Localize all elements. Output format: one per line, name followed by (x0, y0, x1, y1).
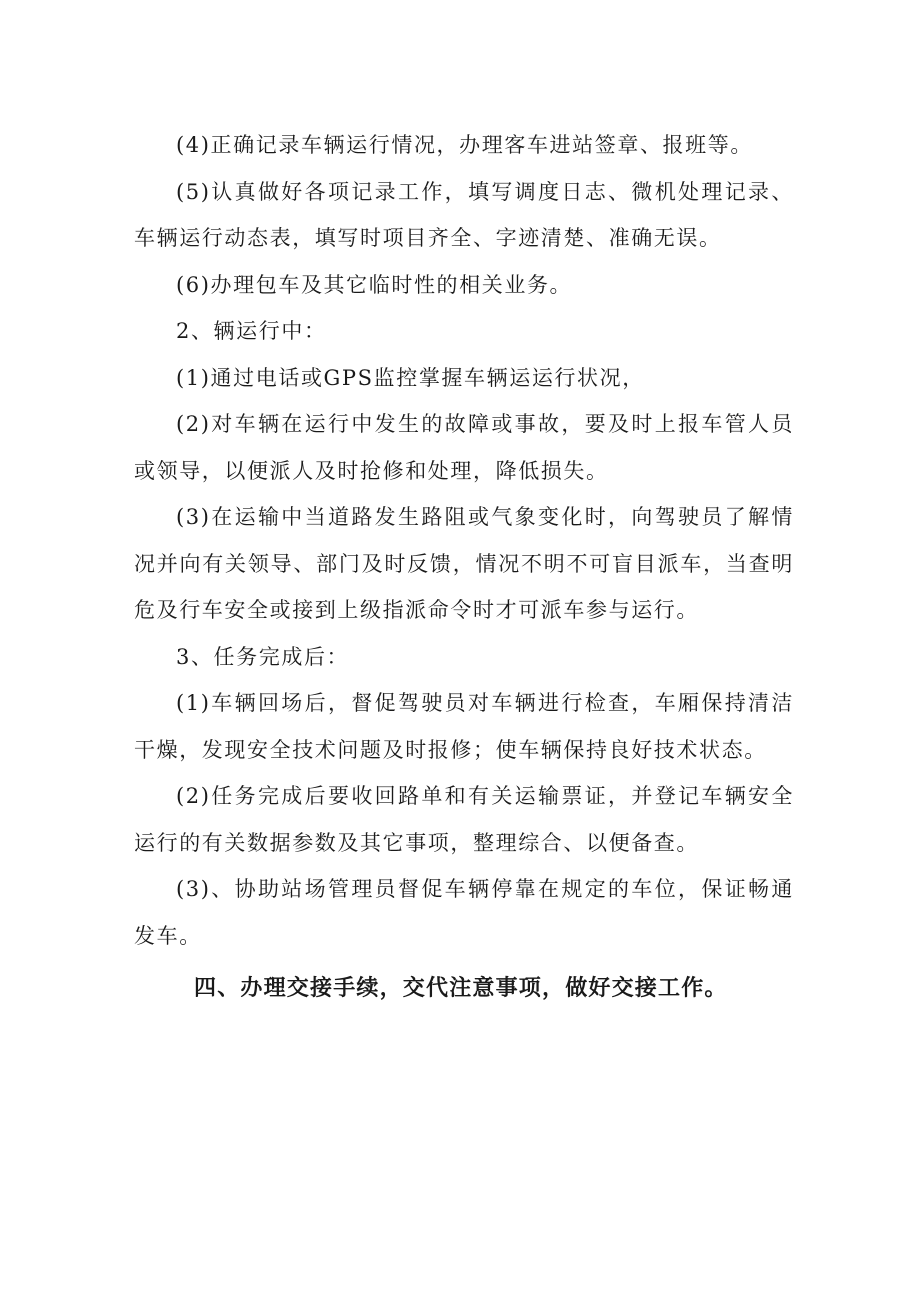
paragraph-item-2-2: (2)对车辆在运行中发生的故障或事故，要及时上报车管人员或领导，以便派人及时抢修和处理，降低损失。 (134, 412, 794, 483)
major-heading-4: 四、办理交接手续，交代注意事项，做好交接工作。 (194, 976, 728, 1001)
paragraph-item-4: (4)正确记录车辆运行情况，办理客车进站签章、报班等。 (176, 133, 753, 157)
paragraph-item-5: (5)认真做好各项记录工作，填写调度日志、微机处理记录、车辆运行动态表，填写时项目齐全、字迹清楚、准确无误。 (134, 179, 794, 250)
paragraph-item-2-1: (1)通过电话或GPS监控掌握车辆运运行状况， (176, 365, 645, 390)
paragraph-item-6: (6)办理包车及其它临时性的相关业务。 (176, 272, 573, 297)
paragraph-item-2-3: (3)在运输中当道路发生路阻或气象变化时，向驾驶员了解情况并向有关领导、部门及时反馈，情况不明不可盲目派车，当查明危及行车安全或接到上级指派命令时才可派车参与运行。 (134, 505, 794, 622)
paragraph-item-3-3: (3)、协助站场管理员督促车辆停靠在规定的车位，保证畅通发车。 (134, 877, 794, 948)
paragraph-item-3-1: (1)车辆回场后，督促驾驶员对车辆进行检查，车厢保持清洁干燥，发现安全技术问题及时报修；使车辆保持良好技术状态。 (134, 691, 794, 762)
document-body (134, 122, 794, 1013)
section-heading-2: 2、辆运行中： (176, 319, 327, 343)
section-heading-3: 3、任务完成后： (176, 644, 350, 669)
paragraph-item-3-2: (2)任务完成后要收回路单和有关运输票证，并登记车辆安全运行的有关数据参数及其它事项，整理综合、以便备查。 (134, 784, 794, 855)
